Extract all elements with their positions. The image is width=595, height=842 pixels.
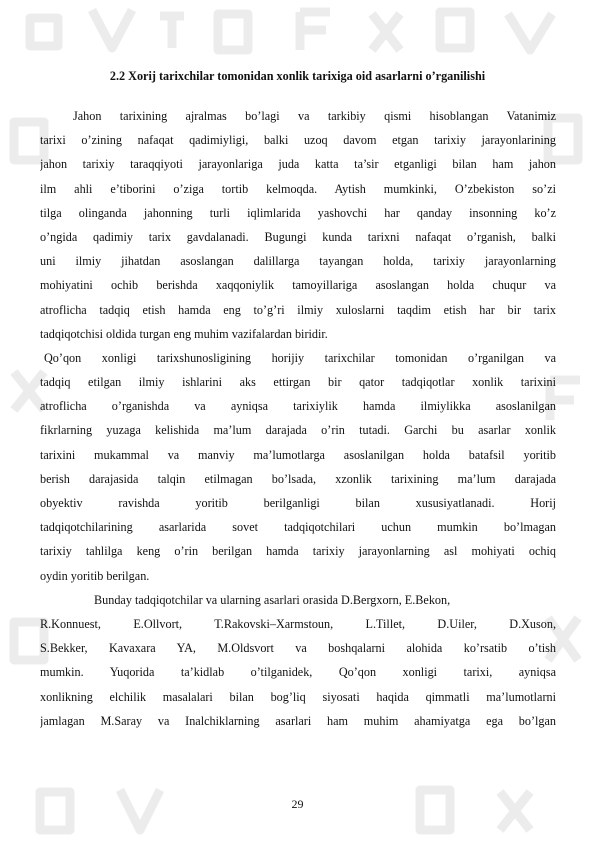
- text-line: Bunday tadqiqotchilar va ularning asarlari orasida D.Bergxorn, E.Bekon,: [94, 592, 451, 607]
- text-line: tadqiq etilgan ilmiy ishlarini aks ettirgan bir qator tadqiqotlar xonlik tarixini: [40, 375, 556, 390]
- text-line: Qo’qon xonligi tarixshunosligining horijiy tarixchilar tomonidan o’rganilgan va: [44, 350, 556, 365]
- page-number: 29: [291, 797, 304, 811]
- text-line: uni ilmiy jihatdan asoslangan dalillarga tayangan holda, tarixiy jarayonlarning: [40, 254, 556, 269]
- text-line: R.Konnuest, E.Ollvort, T.Rakovski–Xarmstoun, L.Tillet, D.Uiler, D.Xuson,: [40, 616, 556, 631]
- text-line: S.Bekker, Kavaxara YA, M.Oldsvort va boshqalarni alohida ko’rsatib o’tish: [40, 641, 556, 656]
- text-line: oydin yoritib berilgan.: [40, 568, 150, 583]
- text-line: tarixiy tahlilga keng o’rin berilgan hamda tarixiy jarayonlarning asl mohiyati ochiq: [40, 544, 556, 559]
- section-heading: 2.2 Xorij tarixchilar tomonidan xonlik tarixiga oid asarlarni o’rganilishi: [109, 69, 486, 83]
- text-line: tarixi o’zining nafaqat qadimiyligi, balki uzoq davom etgan tarixiy jarayonlarining: [40, 133, 556, 148]
- text-line: tadqiqotchisi oldida turgan eng muhim vazifalardan biridir.: [40, 326, 328, 341]
- text-line: jahon tarixiy taraqqiyoti jarayonlariga juda katta ta’sir etganligi bilan ham jahon: [40, 157, 556, 172]
- text-line: tadqiqotchilarining asarlarida sovet tadqiqotchilari uchun mumkin bo’lmagan: [40, 520, 556, 535]
- text-line: atroflicha tadqiq etish hamda eng to’g’ri ilmiy xuloslarni taqdim etish har bir tarix: [40, 302, 556, 317]
- text-line: tarixini mukammal va manviy ma’lumotlarga asoslanilgan holda batafsil yoritib: [40, 447, 556, 462]
- text-line: Jahon tarixining ajralmas bo’lagi va tarkibiy qismi hisoblangan Vatanimiz: [73, 109, 556, 123]
- text-line: obyektiv ravishda yoritib berilganligi bilan xususiyatlanadi. Horij: [40, 496, 556, 510]
- text-line: tilga olinganda jahonning turli iqlimlarida yashovchi har qanday insonning ko’z: [40, 205, 556, 220]
- text-line: atroflicha o’rganishda va ayniqsa tarixiylik hamda ilmiylikka asoslanilgan: [40, 399, 556, 414]
- text-line: ilm ahli e’tiborini o’ziga tortib kelmoqda. Aytish mumkinki, O’zbekiston so’zi: [40, 181, 556, 196]
- text-line: o’ngida qadimiy tarix gavdalanadi. Bugungi kunda tarixni nafaqat o’rganish, balki: [40, 229, 556, 244]
- text-line: mohiyatini ochib berishda xaqqoniylik tamoyillariga asoslangan holda chuqur va: [40, 278, 556, 293]
- text-line: xonlikning elchilik masalalari bilan bog’liq siyosati haqida qimmatli ma’lumotlarni: [40, 689, 556, 704]
- text-line: mumkin. Yuqorida ta’kidlab o’tilganidek, Qo’qon xonligi tarixi, ayniqsa: [40, 665, 556, 680]
- text-line: fikrlarning yuzaga kelishida ma’lum darajada o’rin tutadi. Garchi bu asarlar xonlik: [40, 423, 556, 438]
- text-line: berish darajasida talqin etilmagan bo’lsada, xzonlik tarixining ma’lum darajada: [40, 471, 556, 486]
- body-text: [40, 104, 556, 733]
- text-line: jamlagan M.Saray va Inalchiklarning asarlari ham muhim ahamiyatga ega bo’lgan: [40, 713, 556, 728]
